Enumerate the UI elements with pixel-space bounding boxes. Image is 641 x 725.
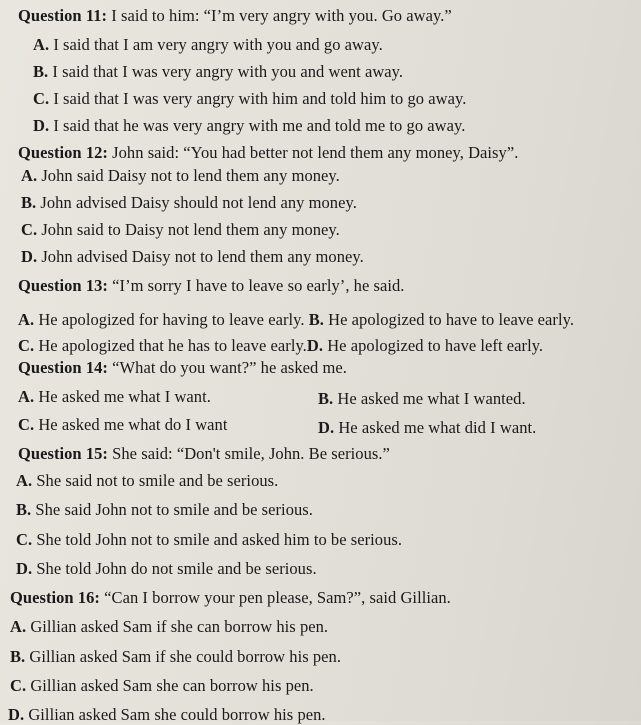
option-letter: C. (18, 336, 35, 355)
option-letter: A. (18, 387, 35, 406)
option-text: Gillian asked Sam if she can borrow his pen. (26, 617, 329, 636)
option-letter: C. (16, 530, 33, 549)
question-16-option-a (10, 617, 328, 637)
question-13-stem (18, 276, 404, 296)
question-text: “Can I borrow your pen please, Sam?”, said Gillian. (99, 588, 451, 607)
option-letter: B. (10, 647, 26, 666)
question-label: Question 13: (18, 276, 108, 295)
question-11-option-a (33, 35, 383, 55)
question-16-stem (10, 588, 451, 608)
question-15-option-d (16, 559, 317, 579)
option-text: I said that I was very angry with him and told him to go away. (49, 89, 467, 108)
option-letter: B. (33, 62, 49, 81)
question-label: Question 16: (10, 588, 100, 607)
question-14-option-c (18, 415, 228, 435)
question-13-option-c-d (18, 336, 543, 356)
option-text: He asked me what did I want. (334, 418, 537, 437)
question-16-option-c (10, 676, 314, 696)
question-text: “I’m sorry I have to leave so early’, he said. (107, 276, 405, 295)
question-13-option-a-b (18, 310, 574, 330)
option-letter: A. (21, 166, 38, 185)
question-label: Question 15: (18, 444, 108, 463)
question-text: She said: “Don't smile, John. Be serious.” (107, 444, 390, 463)
question-text: “What do you want?” he asked me. (107, 358, 347, 377)
option-text: John advised Daisy not to lend them any money. (37, 247, 364, 266)
option-letter: D. (16, 559, 33, 578)
option-text: He asked me what I wanted. (333, 389, 526, 408)
question-15-option-b (16, 500, 313, 520)
option-letter: A. (18, 310, 35, 329)
option-letter: D. (318, 418, 335, 437)
question-label: Question 12: (18, 143, 108, 162)
option-text: He asked me what I want. (34, 387, 211, 406)
option-text: She told John not to smile and asked him to be serious. (32, 530, 403, 549)
question-14-option-b (318, 389, 526, 409)
option-letter: A. (10, 617, 27, 636)
option-text: He apologized to have left early. (323, 336, 544, 355)
option-letter: C. (33, 89, 50, 108)
question-14-option-a (18, 387, 211, 407)
question-11-option-c (33, 89, 466, 109)
question-15-stem (18, 444, 390, 464)
question-12-stem (18, 143, 518, 163)
question-14-option-d (318, 418, 536, 438)
question-text: I said to him: “I’m very angry with you. Go away.” (107, 6, 452, 25)
option-letter: C. (21, 220, 38, 239)
option-letter: A. (16, 471, 33, 490)
question-15-option-c (16, 530, 402, 550)
question-15-option-a (16, 471, 278, 491)
option-text: She said John not to smile and be serious. (31, 500, 313, 519)
option-letter: D. (21, 247, 38, 266)
option-text: I said that he was very angry with me and told me to go away. (49, 116, 466, 135)
question-14-stem (18, 358, 347, 378)
option-letter: D. (306, 336, 324, 355)
option-text: I said that I was very angry with you and went away. (48, 62, 404, 81)
option-letter: C. (18, 415, 35, 434)
option-text: I said that I am very angry with you and go away. (49, 35, 383, 54)
question-16-option-d (8, 705, 326, 725)
option-letter: C. (10, 676, 27, 695)
option-text: He apologized to have to leave early. (323, 310, 575, 329)
question-12-option-c (21, 220, 340, 240)
question-11-stem (18, 6, 452, 26)
option-text: He apologized for having to leave early. (34, 310, 305, 329)
option-text: She said not to smile and be serious. (32, 471, 279, 490)
question-12-option-d (21, 247, 364, 267)
option-letter: D. (33, 116, 50, 135)
option-text: He apologized that he has to leave early. (34, 336, 307, 355)
option-text: John said to Daisy not lend them any money. (37, 220, 340, 239)
option-letter: B. (16, 500, 32, 519)
question-12-option-b (21, 193, 357, 213)
option-text: John said Daisy not to lend them any money. (37, 166, 340, 185)
question-11-option-d (33, 116, 465, 136)
option-text: Gillian asked Sam she could borrow his pen. (24, 705, 326, 724)
option-text: John advised Daisy should not lend any money. (36, 193, 357, 212)
question-label: Question 14: (18, 358, 108, 377)
question-11-option-b (33, 62, 403, 82)
option-letter: A. (33, 35, 50, 54)
option-letter: B. (21, 193, 37, 212)
option-text: Gillian asked Sam if she could borrow his pen. (25, 647, 342, 666)
question-label: Question 11: (18, 6, 108, 25)
question-12-option-a (21, 166, 340, 186)
option-letter: B. (308, 310, 324, 329)
option-text: She told John do not smile and be serious. (32, 559, 317, 578)
option-text: Gillian asked Sam she can borrow his pen. (26, 676, 314, 695)
question-text: John said: “You had better not lend them any money, Daisy”. (107, 143, 519, 162)
option-letter: D. (8, 705, 25, 724)
question-16-option-b (10, 647, 341, 667)
option-letter: B. (318, 389, 334, 408)
option-text: He asked me what do I want (34, 415, 228, 434)
